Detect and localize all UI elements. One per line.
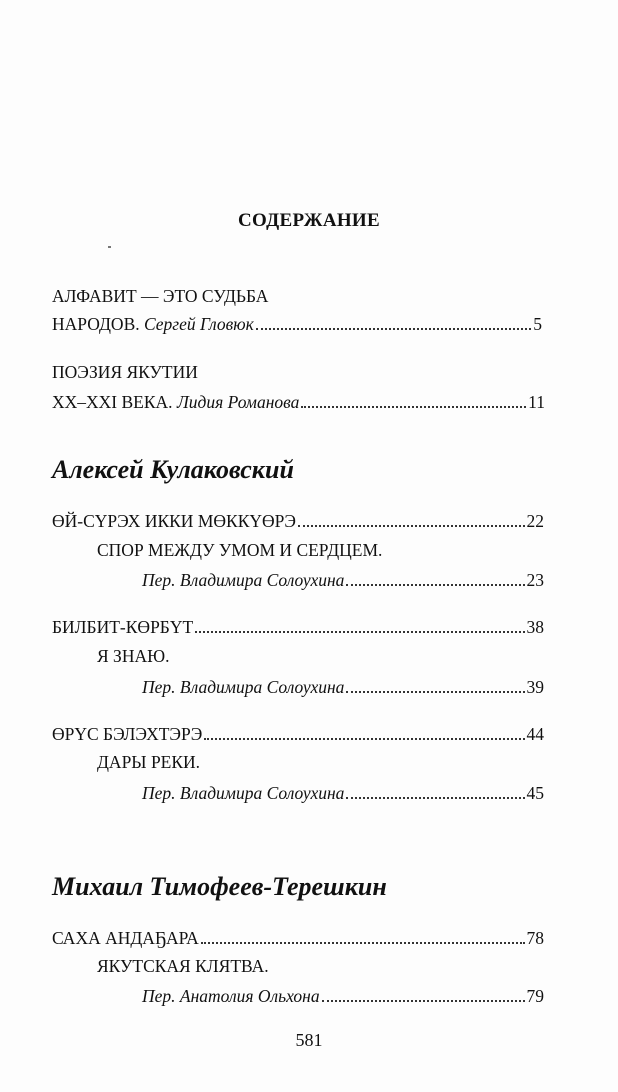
translation-page: 23 bbox=[526, 570, 544, 590]
section1-entry3-translation[interactable] bbox=[142, 782, 544, 804]
section2-entry1-translation[interactable] bbox=[142, 985, 544, 1007]
intro1-entry[interactable] bbox=[52, 313, 542, 335]
section2-author: Михаил Тимофеев-Терешкин bbox=[52, 872, 387, 901]
intro2-title-line1: ПОЭЗИЯ ЯКУТИИ bbox=[52, 362, 198, 382]
entry-page: 78 bbox=[526, 928, 544, 948]
intro1-title-line1: АЛФАВИТ — ЭТО СУДЬБА bbox=[52, 286, 269, 306]
leader-dots bbox=[201, 942, 525, 944]
intro1-author: Сергей Гловюк bbox=[144, 314, 254, 334]
leader-dots bbox=[322, 1000, 525, 1002]
leader-dots bbox=[301, 406, 526, 408]
intro2-title-line2: XX–XXI ВЕКА. bbox=[52, 392, 173, 412]
section1-entry2-translation[interactable] bbox=[142, 676, 544, 698]
entry-title: ӨРҮС БЭЛЭХТЭРЭ bbox=[52, 724, 203, 744]
entry-page: 44 bbox=[526, 724, 544, 744]
leader-dots bbox=[298, 525, 525, 527]
translation-page: 79 bbox=[526, 986, 544, 1006]
section1-entry1-translation[interactable] bbox=[142, 569, 544, 591]
entry-title: ӨЙ-СҮРЭХ ИККИ МӨККҮӨРЭ bbox=[52, 511, 296, 531]
section1-entry2[interactable] bbox=[52, 616, 544, 638]
intro2-author: Лидия Романова bbox=[176, 392, 300, 412]
page-number: 581 bbox=[295, 1030, 323, 1050]
translation-page: 39 bbox=[526, 677, 544, 697]
section2-entry1[interactable] bbox=[52, 927, 544, 949]
stray-mark bbox=[108, 246, 111, 248]
translator: Пер. Владимира Солоухина bbox=[142, 677, 345, 697]
intro1-page: 5 bbox=[533, 314, 542, 334]
translator: Пер. Владимира Солоухина bbox=[142, 783, 345, 803]
section1-entry3[interactable] bbox=[52, 723, 544, 745]
entry-page: 22 bbox=[526, 511, 544, 531]
leader-dots bbox=[204, 738, 524, 740]
entry-translation-title: ЯКУТСКАЯ КЛЯТВА. bbox=[97, 956, 269, 976]
intro2-entry[interactable] bbox=[52, 391, 545, 413]
entry-translation-title: СПОР МЕЖДУ УМОМ И СЕРДЦЕМ. bbox=[97, 540, 383, 560]
intro1-title-line2: НАРОДОВ. bbox=[52, 314, 140, 334]
entry-title: БИЛБИТ-КӨРБҮТ bbox=[52, 617, 194, 637]
translator: Пер. Анатолия Ольхона bbox=[142, 986, 320, 1006]
leader-dots bbox=[195, 631, 524, 633]
entry-title: САХА АНДАҔАРА bbox=[52, 928, 199, 948]
leader-dots bbox=[346, 797, 524, 799]
leader-dots bbox=[256, 328, 531, 330]
contents-title: СОДЕРЖАНИЕ bbox=[238, 210, 380, 231]
leader-dots bbox=[346, 691, 524, 693]
section1-entry1[interactable] bbox=[52, 510, 544, 532]
entry-page: 38 bbox=[526, 617, 544, 637]
section1-author: Алексей Кулаковский bbox=[52, 455, 294, 484]
entry-translation-title: Я ЗНАЮ. bbox=[97, 646, 170, 666]
translation-page: 45 bbox=[526, 783, 544, 803]
entry-translation-title: ДАРЫ РЕКИ. bbox=[97, 752, 201, 772]
intro2-page: 11 bbox=[528, 392, 545, 412]
leader-dots bbox=[346, 584, 524, 586]
translator: Пер. Владимира Солоухина bbox=[142, 570, 345, 590]
